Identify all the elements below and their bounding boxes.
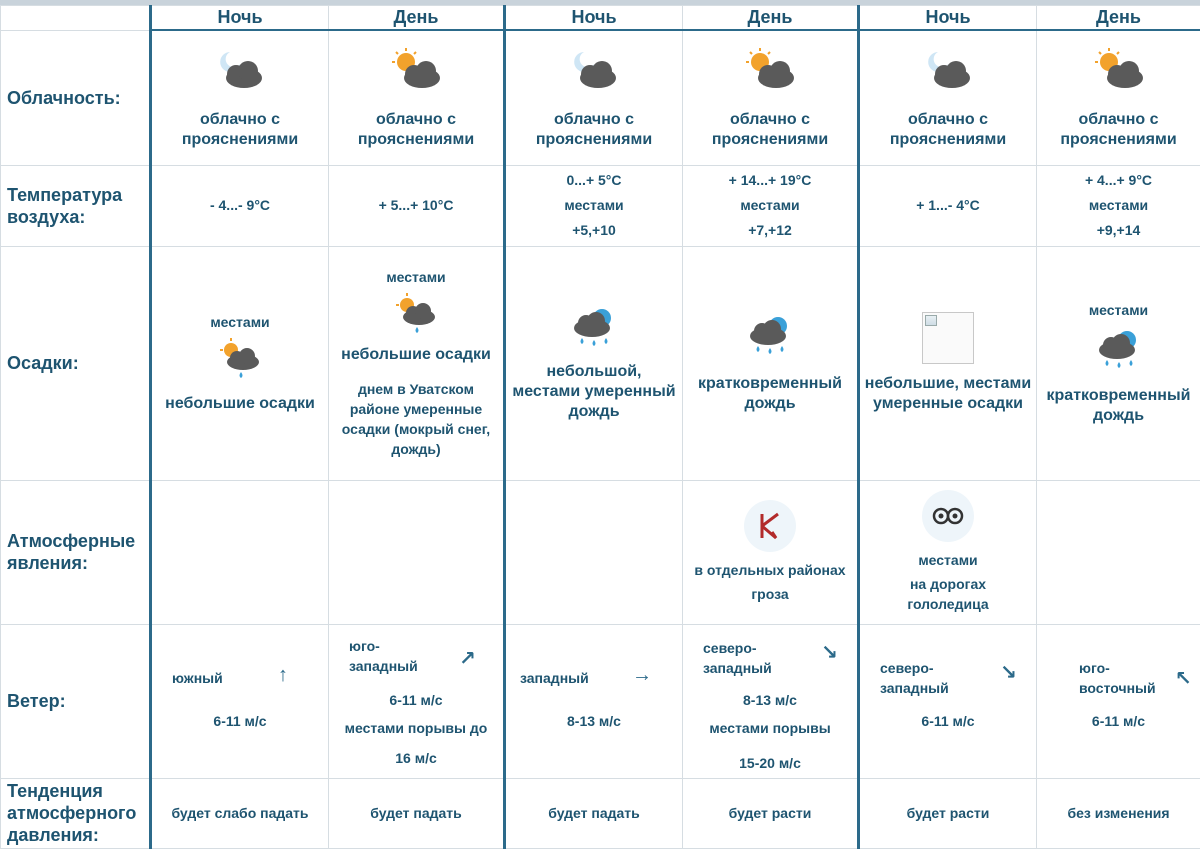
wind-direction-2: юго-западный [349, 636, 419, 676]
wind-cell-6 [1037, 624, 1200, 778]
wind-gust-label-2: местами порывы до [329, 718, 503, 738]
pressure-cell-5: будет расти [859, 778, 1037, 848]
cloud-text-2: облачно с прояснениями [329, 110, 503, 150]
wind-arrow-icon: ↖ [1175, 666, 1192, 691]
sun-cloud-icon [386, 46, 446, 96]
column-header-4: День [683, 6, 859, 31]
precipitation-top-6: местами [1037, 300, 1200, 320]
wind-direction-1: южный [172, 668, 223, 688]
wind-cell-1 [151, 624, 329, 778]
precipitation-cell-6 [1037, 246, 1200, 480]
wind-cell-2 [329, 624, 505, 778]
column-header-2: День [329, 6, 505, 31]
rain-cloud-icon [742, 312, 798, 362]
pressure-row-label: Тенденция атмосферного давления: [1, 778, 151, 848]
phenomena-line-5a: местами [860, 550, 1036, 570]
wind-direction-4: северо-западный [703, 638, 783, 678]
cloud-row [1, 30, 1200, 165]
wind-row [1, 624, 1200, 778]
cloud-text-6: облачно с прояснениями [1037, 110, 1200, 150]
forecast-table [0, 5, 1200, 849]
temperature-main-3: 0...+ 5°C [506, 168, 682, 193]
wind-gust-label-4: местами порывы [683, 718, 857, 738]
cloud-text-1: облачно с прояснениями [152, 110, 328, 150]
phenomena-cell-2 [329, 480, 505, 624]
temperature-note-4: местами [683, 193, 857, 218]
phenomena-cell-6 [1037, 480, 1200, 624]
wind-arrow-icon: → [632, 664, 652, 687]
temperature-row-label: Температура воздуха: [1, 165, 151, 246]
phenomena-cell-1 [151, 480, 329, 624]
temperature-main-2: + 5...+ 10°C [329, 193, 503, 218]
cloud-text-5: облачно с прояснениями [860, 110, 1036, 150]
precipitation-main-2: небольшие осадки [329, 345, 503, 365]
precipitation-top-1: местами [152, 312, 328, 332]
temperature-range-4: +7,+12 [683, 218, 857, 243]
cloud-text-4: облачно с прояснениями [683, 110, 857, 150]
cloud-cell-1 [151, 30, 329, 165]
precipitation-top-2: местами [329, 267, 503, 287]
temperature-cell-4 [683, 165, 859, 246]
header-row [1, 6, 1200, 31]
wind-speed-6: 6-11 м/с [1037, 711, 1200, 731]
precipitation-cell-5 [859, 246, 1037, 480]
column-header-3: Ночь [505, 6, 683, 31]
temperature-note-6: местами [1037, 193, 1200, 218]
temperature-cell-3 [505, 165, 683, 246]
temperature-main-4: + 14...+ 19°C [683, 168, 857, 193]
wind-arrow-icon: ↑ [278, 664, 288, 687]
wind-cell-3 [505, 624, 683, 778]
moon-cloud-icon [918, 46, 978, 96]
cloud-cell-3 [505, 30, 683, 165]
header-corner [1, 6, 151, 31]
phenomena-cell-3 [505, 480, 683, 624]
temperature-cell-2 [329, 165, 505, 246]
temperature-main-6: + 4...+ 9°C [1037, 168, 1200, 193]
wind-cell-4 [683, 624, 859, 778]
wind-direction-6: юго-восточный [1079, 658, 1149, 698]
pressure-cell-4: будет расти [683, 778, 859, 848]
pressure-cell-3: будет падать [505, 778, 683, 848]
moon-cloud-icon [564, 46, 624, 96]
precipitation-main-1: небольшие осадки [152, 394, 328, 414]
temperature-cell-6 [1037, 165, 1200, 246]
precipitation-main-5: небольшие, местами умеренные осадки [860, 374, 1036, 414]
temperature-row [1, 165, 1200, 246]
phenomena-line-5b: на дорогах гололедица [860, 574, 1036, 614]
thunderstorm-icon [744, 500, 796, 552]
cloud-text-3: облачно с прояснениями [506, 110, 682, 150]
wind-row-label: Ветер: [1, 624, 151, 778]
cloud-cell-6 [1037, 30, 1200, 165]
temperature-cell-5 [859, 165, 1037, 246]
temperature-note-3: местами [506, 193, 682, 218]
wind-gust-4: 15-20 м/с [683, 753, 857, 773]
precipitation-main-3: небольшой, местами умеренный дождь [506, 362, 682, 422]
pressure-cell-6: без изменения [1037, 778, 1200, 848]
column-header-1: Ночь [151, 6, 329, 31]
wind-speed-2: 6-11 м/с [329, 690, 503, 710]
ice-road-icon [922, 490, 974, 542]
wind-arrow-icon: ↘ [821, 640, 838, 665]
precipitation-row [1, 246, 1200, 480]
temperature-range-3: +5,+10 [506, 218, 682, 243]
sun-cloud-icon [1089, 46, 1149, 96]
precipitation-cell-4 [683, 246, 859, 480]
temperature-main-5: + 1...- 4°C [860, 193, 1036, 218]
wind-gust-2: 16 м/с [329, 748, 503, 768]
wind-direction-3: западный [520, 668, 589, 688]
sun-cloud-rain-icon [215, 336, 265, 382]
phenomena-line-4b: гроза [683, 584, 857, 604]
phenomena-cell-5 [859, 480, 1037, 624]
cloud-cell-5 [859, 30, 1037, 165]
temperature-main-1: - 4...- 9°C [152, 193, 328, 218]
rain-cloud-icon [566, 304, 622, 354]
temperature-range-6: +9,+14 [1037, 218, 1200, 243]
precipitation-extra-2: днем в Уватском районе умеренные осадки (мокрый снег, дождь) [329, 379, 503, 459]
wind-arrow-icon: ↗ [459, 646, 476, 671]
moon-cloud-icon [210, 46, 270, 96]
precipitation-cell-1 [151, 246, 329, 480]
wind-direction-5: северо-западный [880, 658, 960, 698]
wind-speed-1: 6-11 м/с [152, 711, 328, 731]
precipitation-cell-3 [505, 246, 683, 480]
temperature-cell-1 [151, 165, 329, 246]
column-header-6: День [1037, 6, 1200, 31]
precipitation-row-label: Осадки: [1, 246, 151, 480]
phenomena-row [1, 480, 1200, 624]
pressure-cell-1: будет слабо падать [151, 778, 329, 848]
rain-cloud-icon [1091, 326, 1147, 376]
cloud-cell-4 [683, 30, 859, 165]
broken-image-icon [922, 312, 974, 364]
wind-arrow-icon: ↘ [1000, 660, 1017, 685]
column-header-5: Ночь [859, 6, 1037, 31]
cloud-cell-2 [329, 30, 505, 165]
cloud-row-label: Облачность: [1, 30, 151, 165]
wind-speed-5: 6-11 м/с [860, 711, 1036, 731]
precipitation-main-6: кратковременный дождь [1037, 386, 1200, 426]
phenomena-cell-4 [683, 480, 859, 624]
pressure-row [1, 778, 1200, 848]
wind-speed-3: 8-13 м/с [506, 711, 682, 731]
pressure-cell-2: будет падать [329, 778, 505, 848]
precipitation-cell-2 [329, 246, 505, 480]
phenomena-row-label: Атмосферные явления: [1, 480, 151, 624]
wind-speed-4: 8-13 м/с [683, 690, 857, 710]
sun-cloud-icon [740, 46, 800, 96]
sun-cloud-rain-icon [391, 291, 441, 337]
wind-cell-5 [859, 624, 1037, 778]
phenomena-line-4a: в отдельных районах [683, 560, 857, 580]
precipitation-main-4: кратковременный дождь [683, 374, 857, 414]
